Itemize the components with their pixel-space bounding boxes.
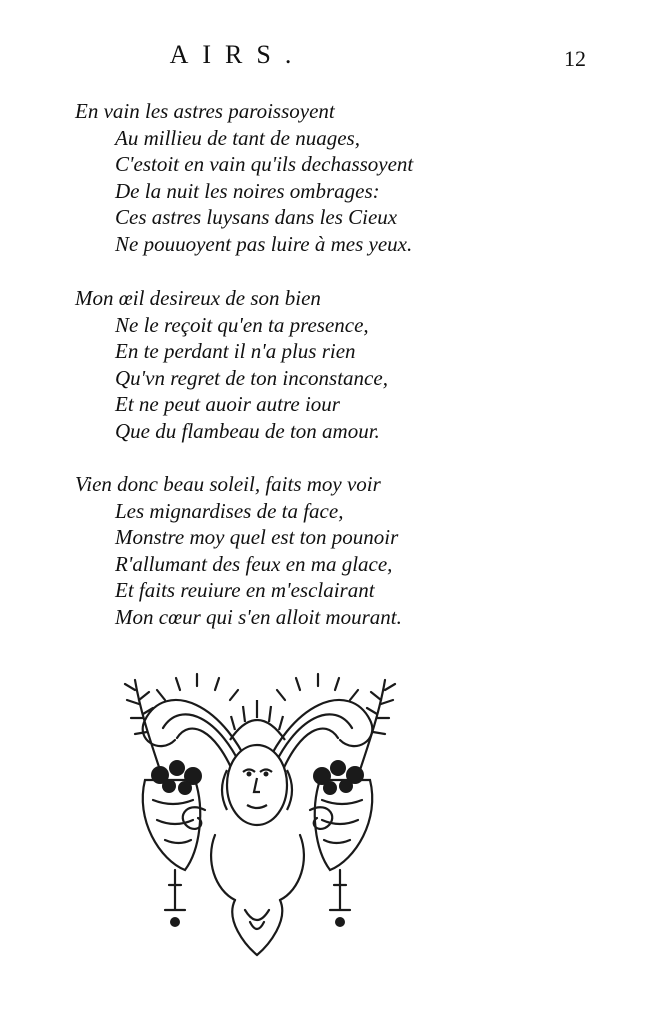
verse-line: C'estoit en vain qu'ils dechassoyent <box>115 152 414 177</box>
verse-line: Et faits reuiure en m'esclairant <box>115 578 375 603</box>
verse-line: Les mignardises de ta face, <box>115 498 344 523</box>
verse-line: En te perdant il n'a plus rien <box>115 339 356 364</box>
verse-line: Au millieu de tant de nuages, <box>115 125 360 150</box>
verse-line: De la nuit les noires ombrages: <box>115 178 380 203</box>
verse-line: Qu'vn regret de ton inconstance, <box>115 365 388 390</box>
page-number: 12 <box>564 46 586 71</box>
verse-line: Et ne peut auoir autre iour <box>115 392 340 417</box>
verse-line: Monstre moy quel est ton pounoir <box>115 525 399 550</box>
stanza-2 <box>75 285 575 445</box>
stanza-1 <box>75 98 575 258</box>
verse-line: Mon cœur qui s'en alloit mourant. <box>115 604 402 629</box>
verse-line: R'allumant des feux en ma glace, <box>115 551 393 576</box>
verse-line: En vain les astres paroissoyent <box>75 99 335 123</box>
page-title: AIRS. <box>169 40 306 69</box>
verse-line: Ne le reçoit qu'en ta presence, <box>115 312 369 337</box>
stanza-3 <box>75 471 575 631</box>
verse-line: Mon œil desireux de son bien <box>75 286 321 310</box>
verse-line: Que du flambeau de ton amour. <box>115 418 380 443</box>
verse-line: Ces astres luysans dans les Cieux <box>115 205 398 230</box>
verse-line: Ne pouuoyent pas luire à mes yeux. <box>115 231 413 256</box>
ornament-woodcut <box>105 660 410 960</box>
verse-line: Vien donc beau soleil, faits moy voir <box>75 472 381 496</box>
